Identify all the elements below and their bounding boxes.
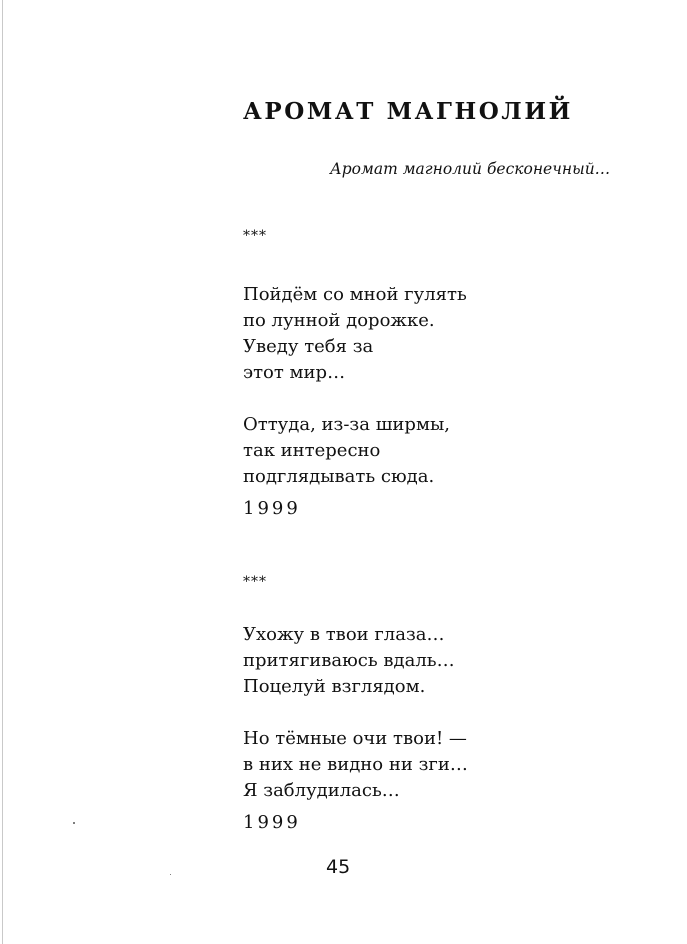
poem-line: по лунной дорожке. (243, 310, 435, 331)
poem-year: 1999 (243, 812, 301, 833)
poem-line: Ухожу в твои глаза… (243, 624, 445, 645)
poem-line: притягиваюсь вдаль… (243, 650, 455, 671)
scan-edge-line (2, 0, 3, 944)
epigraph: Аромат магнолий бесконечный… (330, 160, 611, 178)
poem-line: подглядывать сюда. (243, 466, 435, 487)
poem-line: Пойдём со мной гулять (243, 284, 467, 305)
page-number: 45 (326, 856, 351, 878)
poem-year: 1999 (243, 498, 301, 519)
poem-line: Поцелуй взглядом. (243, 676, 426, 697)
poem-stanza (243, 282, 467, 386)
poem-line: Я заблудилась… (243, 780, 400, 801)
poem-line: в них не видно ни зги… (243, 754, 468, 775)
poem-line: так интересно (243, 440, 381, 461)
poem-line: Уведу тебя за (243, 336, 374, 357)
poem-line: Оттуда, из-за ширмы, (243, 414, 450, 435)
poem-separator: *** (243, 574, 267, 590)
poem-stanza (243, 726, 468, 804)
poem-line: Но тёмные очи твои! — (243, 728, 467, 749)
poem-stanza (243, 412, 450, 490)
scan-speck (170, 874, 171, 875)
section-title: АРОМАТ МАГНОЛИЙ (243, 98, 574, 125)
poem-stanza (243, 622, 455, 700)
poem-separator: *** (243, 228, 267, 244)
poem-line: этот мир… (243, 362, 346, 383)
scan-speck (73, 822, 75, 824)
